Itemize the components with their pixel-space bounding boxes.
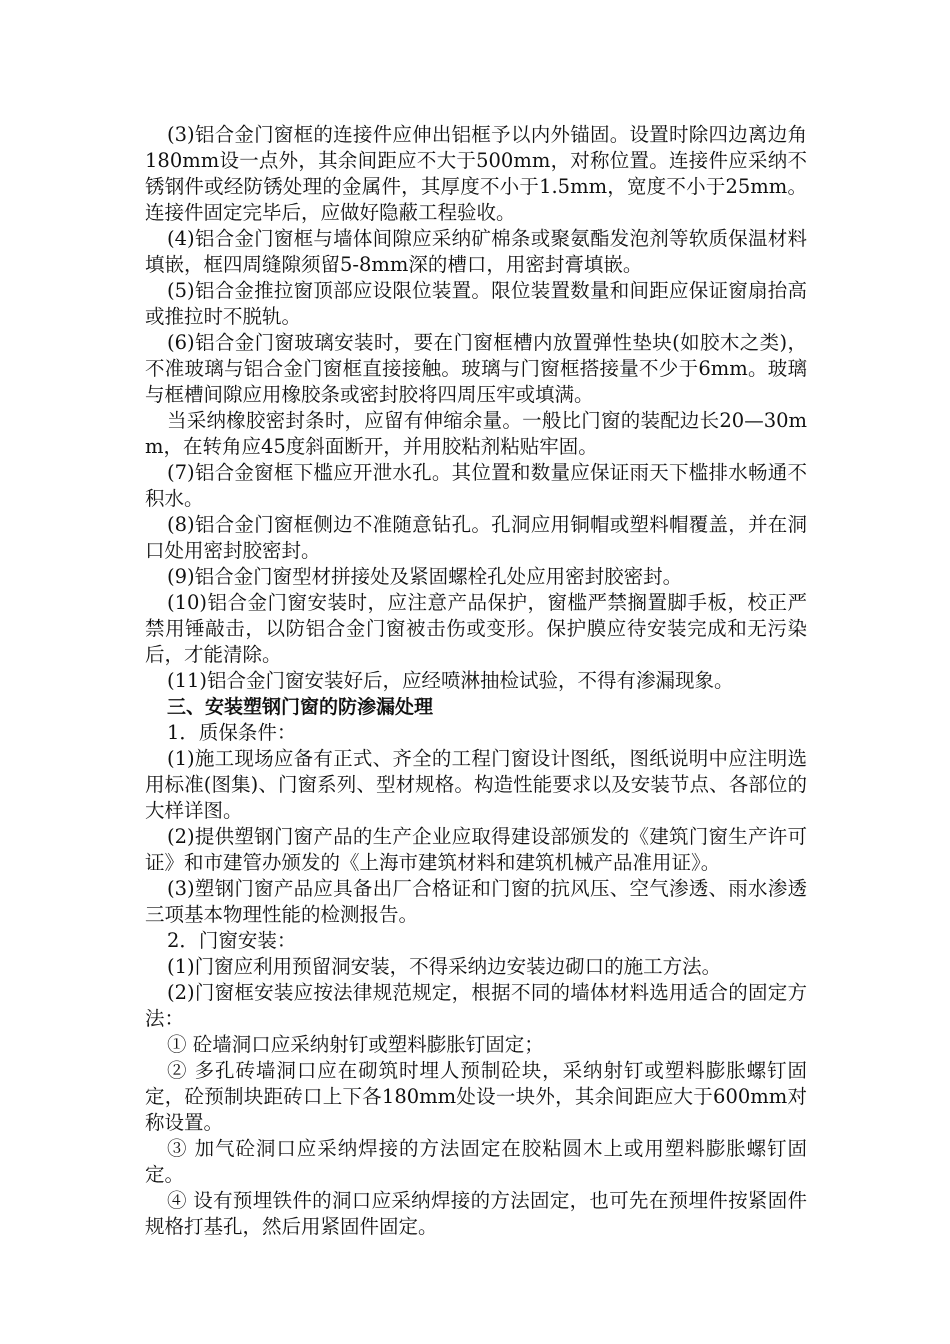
paragraph: (9)铝合金门窗型材拼接处及紧固螺栓孔处应用密封胶密封。 xyxy=(167,565,683,588)
section-heading: 三、安装塑钢门窗的防渗漏处理 xyxy=(167,696,434,718)
paragraph: ④ 设有预埋铁件的洞口应采纳焊接的方法固定，也可先在预埋件按紧固件规格打基孔，然后用紧固件固定。 xyxy=(145,1189,807,1238)
paragraph: (8)铝合金门窗框侧边不准随意钻孔。孔洞应用铜帽或塑料帽覆盖，并在洞口处用密封胶密封。 xyxy=(145,513,807,562)
paragraph: (2)门窗框安装应按法律规范规定，根据不同的墙体材料选用适合的固定方法： xyxy=(145,981,807,1030)
document-body xyxy=(145,122,807,1240)
paragraph: (4)铝合金门窗框与墙体间隙应采纳矿棉条或聚氨酯发泡剂等软质保温材料填嵌，框四周缝隙须留5-8mm深的槽口，用密封膏填嵌。 xyxy=(145,227,807,276)
paragraph: 当采纳橡胶密封条时，应留有伸缩余量。一般比门窗的装配边长20—30mm，在转角应45度斜面断开，并用胶粘剂粘贴牢固。 xyxy=(145,409,807,458)
paragraph: (11)铝合金门窗安装好后，应经喷淋抽检试验，不得有渗漏现象。 xyxy=(167,669,734,692)
paragraph: (10)铝合金门窗安装时，应注意产品保护，窗槛严禁搁置脚手板，校正严禁用锤敲击，以防铝合金门窗被击伤或变形。保护膜应待安装完成和无污染后，才能清除。 xyxy=(145,591,807,666)
paragraph: (6)铝合金门窗玻璃安装时，要在门窗框槽内放置弹性垫块(如胶木之类)，不准玻璃与铝合金门窗框直接接触。玻璃与门窗框搭接量不少于6mm。玻璃与框槽间隙应用橡胶条或密封胶将四周压牢或填满。 xyxy=(145,331,807,406)
paragraph: (1)施工现场应备有正式、齐全的工程门窗设计图纸，图纸说明中应注明选用标准(图集)、门窗系列、型材规格。构造性能要求以及安装节点、各部位的大样详图。 xyxy=(145,747,807,822)
paragraph: (7)铝合金窗框下槛应开泄水孔。其位置和数量应保证雨天下槛排水畅通不积水。 xyxy=(145,461,807,510)
paragraph: (3)塑钢门窗产品应具备出厂合格证和门窗的抗风压、空气渗透、雨水渗透三项基本物理性能的检测报告。 xyxy=(145,877,807,926)
paragraph: (1)门窗应利用预留洞安装，不得采纳边安装边砌口的施工方法。 xyxy=(167,955,722,978)
paragraph: ③ 加气砼洞口应采纳焊接的方法固定在胶粘圆木上或用塑料膨胀螺钉固定。 xyxy=(145,1137,807,1186)
paragraph: 1．质保条件： xyxy=(167,721,297,744)
paragraph: (2)提供塑钢门窗产品的生产企业应取得建设部颁发的《建筑门窗生产许可证》和市建管办颁发的《上海市建筑材料和建筑机械产品准用证》。 xyxy=(145,825,807,874)
paragraph: ② 多孔砖墙洞口应在砌筑时埋人预制砼块，采纳射钉或塑料膨胀螺钉固定，砼预制块距砖口上下各180mm处设一块外，其余间距应大于600mm对称设置。 xyxy=(145,1059,807,1134)
paragraph: (5)铝合金推拉窗顶部应设限位装置。限位装置数量和间距应保证窗扇抬高或推拉时不脱轨。 xyxy=(145,279,807,328)
paragraph: 2．门窗安装： xyxy=(167,929,297,952)
paragraph: (3)铝合金门窗框的连接件应伸出铝框予以内外锚固。设置时除四边离边角180mm设一点外，其余间距应不大于500mm，对称位置。连接件应采纳不锈钢件或经防锈处理的金属件，其厚度不小于1.5mm，宽度不小于25mm。连接件固定完毕后，应做好隐蔽工程验收。 xyxy=(145,123,807,224)
paragraph: ① 砼墙洞口应采纳射钉或塑料膨胀钉固定； xyxy=(167,1033,544,1056)
